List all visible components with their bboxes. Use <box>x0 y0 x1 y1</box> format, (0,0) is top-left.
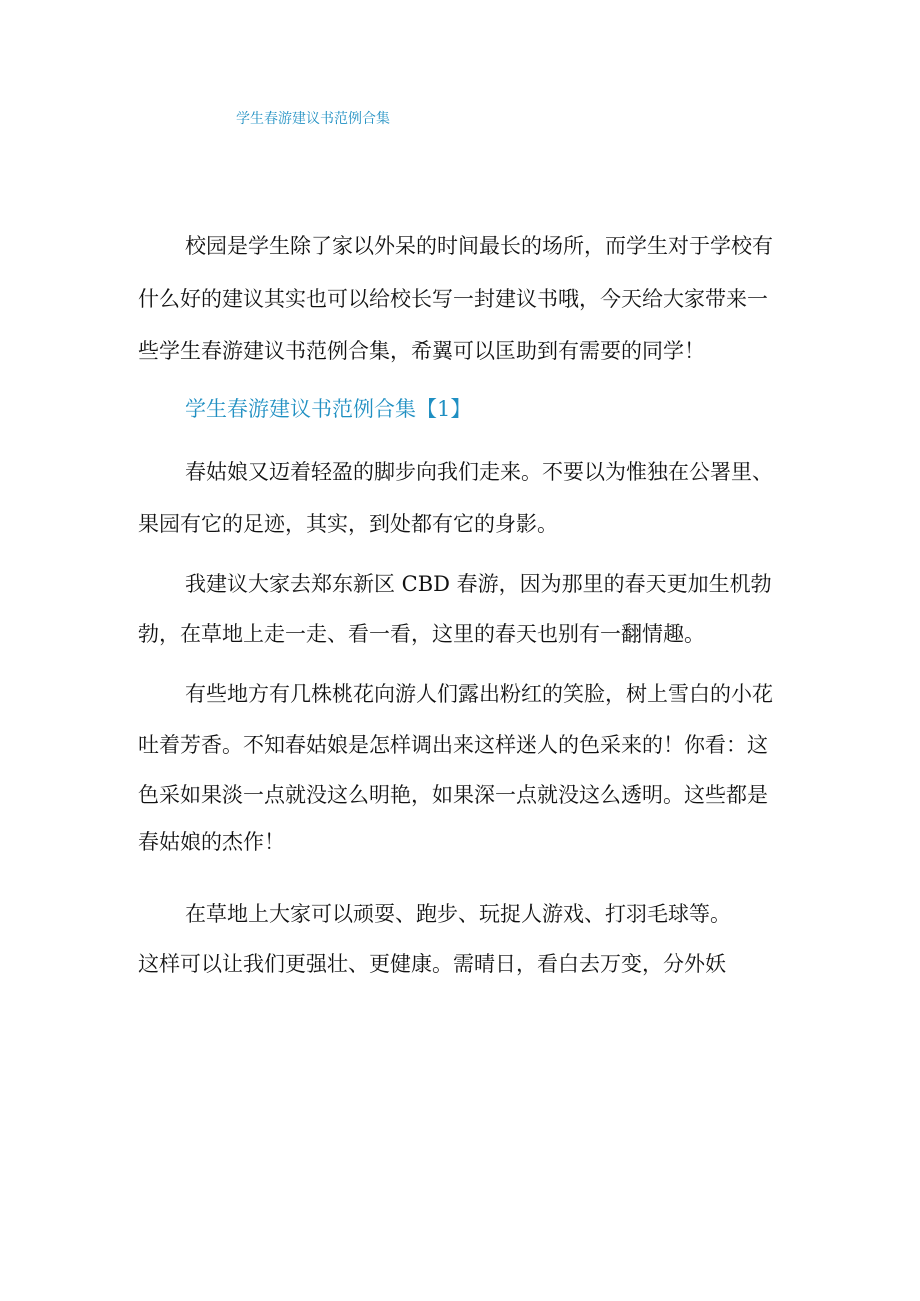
intro-line-1: 校园是学生除了家以外呆的时间最长的场所，而学生对于学校有 <box>185 234 773 258</box>
paragraph1-line-2: 果园有它的足迹，其实，到处都有它的身影。 <box>138 512 558 536</box>
page-header-title: 学生春游建议书范例合集 <box>236 111 390 127</box>
paragraph4-line-2: 这样可以让我们更强壮、更健康。需晴日，看白去万变，分外妖 <box>138 952 726 976</box>
paragraph1-line-1: 春姑娘又迈着轻盈的脚步向我们走来。不要以为惟独在公署里、 <box>185 460 773 484</box>
section-heading: 学生春游建议书范例合集【1】 <box>185 397 472 421</box>
paragraph2-line-2: 勃，在草地上走一走、看一看，这里的春天也别有一翻情趣。 <box>138 622 705 646</box>
paragraph4-line-1: 在草地上大家可以顽耍、跑步、玩捉人游戏、打羽毛球等。 <box>185 902 731 926</box>
paragraph2-line-1: 我建议大家去郑东新区 CBD 春游，因为那里的春天更加生机勃 <box>185 572 772 596</box>
intro-line-3: 些学生春游建议书范例合集，希翼可以匡助到有需要的同学！ <box>138 339 705 363</box>
paragraph3-line-1: 有些地方有几株桃花向游人们露出粉红的笑脸，树上雪白的小花 <box>185 682 773 706</box>
intro-line-2: 什么好的建议其实也可以给校长写一封建议书哦，今天给大家带来一 <box>138 287 768 311</box>
paragraph3-line-2: 吐着芳香。不知春姑娘是怎样调出来这样迷人的色采来的！你看：这 <box>138 733 768 757</box>
paragraph3-line-3: 色采如果淡一点就没这么明艳，如果深一点就没这么透明。这些都是 <box>138 783 768 807</box>
paragraph3-line-4: 春姑娘的杰作！ <box>138 830 285 854</box>
